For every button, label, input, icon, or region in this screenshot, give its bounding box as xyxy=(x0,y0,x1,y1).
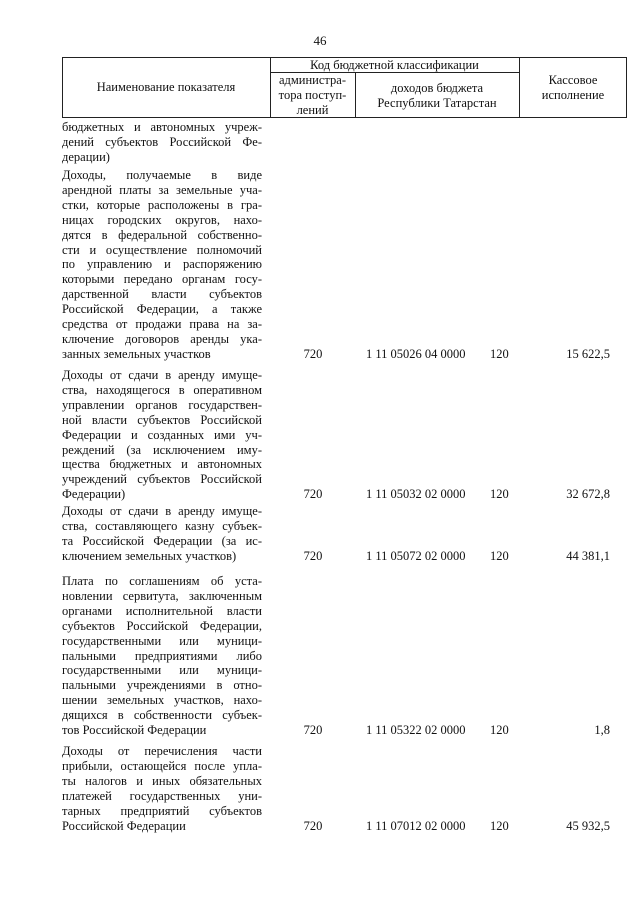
page-number: 46 xyxy=(313,33,327,48)
row-indicator-name: Плата по соглашениям об уста- новлении сервитута, заключенным органами исполнительной власти субъектов Российской Федерации, государственными или муници- пальными предприятиями либо государственными или муници- пальными учреждениями в отно- шении земельных участков, нахо- дящихся в собственности субъек- тов Российской Федерации xyxy=(62,574,262,738)
row-admin-code: 720 xyxy=(303,346,323,361)
row-subtype-code: 120 xyxy=(490,548,509,563)
header-execution-column: Кассовое исполнение xyxy=(541,73,605,102)
row-income-code: 1 11 05026 04 0000 xyxy=(366,346,466,361)
row-indicator-name: Доходы от сдачи в аренду имуще- ства, находящегося в оперативном управлении органов государствен- ной власти субъектов Российской Федерации и созданных ими уч- реждений (за исключением иму- щества бюджетных и автономных учреждений субъектов Российской Федерации) xyxy=(62,368,262,502)
row-subtype-code: 120 xyxy=(490,818,509,833)
row-cash-execution: 32 672,8 xyxy=(566,487,610,502)
row-income-code: 1 11 05072 02 0000 xyxy=(366,548,466,563)
row-indicator-name: Доходы от сдачи в аренду имуще- ства, составляющего казну субъек- та Российской Федерации (за ис- ключением земельных участков) xyxy=(62,504,262,563)
row-indicator-name: Доходы, получаемые в виде арендной платы за земельные уча- стки, которые расположены в гра- ницах городских округов, нахо- дятся в федеральной собственно- сти и осуществление полномочий по управлению и распоряжению которыми передано органам госу- дарственной власти субъектов Российской Федерации, а также средства от продажи права на за- ключение договоров аренды ука- занных земельных участков xyxy=(62,168,262,361)
row-income-code: 1 11 07012 02 0000 xyxy=(366,818,466,833)
row-subtype-code: 120 xyxy=(490,723,509,737)
row-cash-execution: 15 622,5 xyxy=(566,346,610,361)
header-income-column: доходов бюджета Республики Татарстан xyxy=(377,81,497,110)
row-admin-code: 720 xyxy=(303,548,323,563)
row-cash-execution: 1,8 xyxy=(594,723,610,737)
header-code-group: Код бюджетной классификации xyxy=(310,58,479,72)
row-admin-code: 720 xyxy=(303,818,323,833)
row-admin-code: 720 xyxy=(303,487,323,502)
row-subtype-code: 120 xyxy=(490,487,509,502)
row-indicator-name: бюджетных и автономных учреж- дений субъектов Российской Фе- дерации) xyxy=(62,120,262,164)
row-admin-code: 720 xyxy=(303,723,323,737)
header-admin-column: администра- тора поступ- лений xyxy=(278,73,347,117)
row-income-code: 1 11 05322 02 0000 xyxy=(366,723,466,737)
header-name-column: Наименование показателя xyxy=(96,80,236,94)
row-subtype-code: 120 xyxy=(490,346,509,361)
row-cash-execution: 45 932,5 xyxy=(566,818,610,833)
row-indicator-name: Доходы от перечисления части прибыли, остающейся после упла- ты налогов и иных обязательных платежей государственных уни- тарных предприятий субъектов Российской Федерации xyxy=(62,744,262,833)
row-cash-execution: 44 381,1 xyxy=(566,548,610,563)
row-income-code: 1 11 05032 02 0000 xyxy=(366,487,466,502)
